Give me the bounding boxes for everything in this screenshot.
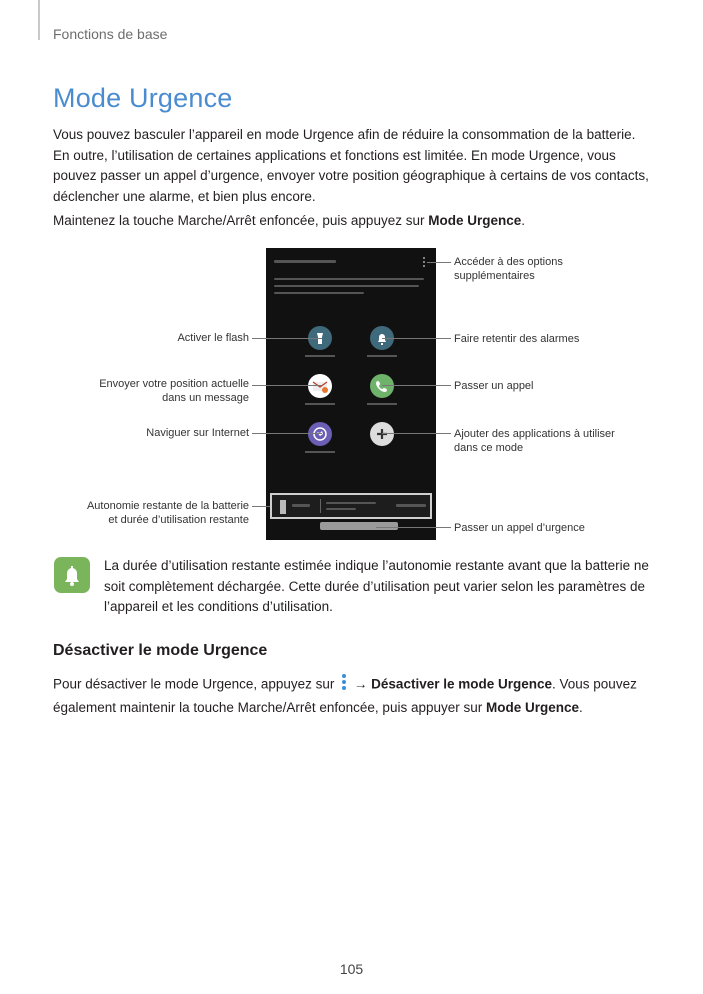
add-app-plus-icon[interactable] [370,422,394,446]
leader-call [382,385,451,386]
leader-add-apps [382,433,451,434]
leader-emergency-call [376,527,451,528]
remaining-time-placeholder-1 [326,502,376,504]
para2-part2: . Vous pouvez [552,676,637,692]
page-title: Mode Urgence [53,83,233,113]
battery-separator [320,499,321,513]
leader-more-options [427,262,451,263]
internet-app-label [305,451,335,453]
phone-app-label [367,403,397,405]
note-paragraph [104,556,654,618]
phone-screenshot [266,248,436,540]
leader-location [252,385,322,386]
callout-more-options-line1: Accéder à des options [454,256,563,268]
callout-emergency-call: Passer un appel d’urgence [454,522,585,534]
para2-part1: Pour désactiver le mode Urgence, appuyez sur [53,676,339,692]
intro-line-4: déclencher une alarme, et bien plus encore. [53,188,316,204]
instruction-text: Maintenez la touche Marche/Arrêt enfoncée, puis appuyez sur [53,213,429,228]
leader-flash [252,338,322,339]
callout-internet: Naviguer sur Internet [146,427,249,439]
page-number: 105 [339,961,364,977]
phone-app-icon[interactable] [370,374,394,398]
more-options-dots-icon[interactable] [423,257,426,267]
alarm-app-label [367,355,397,357]
location-app-label [305,403,335,405]
battery-percent-placeholder [292,504,310,507]
screen-text-placeholder-1 [274,278,424,280]
callout-add-apps-line1: Ajouter des applications à utiliser [454,428,615,440]
screen-text-placeholder-2 [274,285,419,287]
callout-alarm: Faire retentir des alarmes [454,333,580,345]
note-line-1: La durée d’utilisation restante estimée indique l’autonomie restante avant que la batterie ne [104,558,649,573]
para2-end: . [579,700,583,715]
section-header: Fonctions de base [53,26,168,42]
callout-more-options [454,255,563,283]
intro-line-2: En outre, l’utilisation de certaines applications et fonctions est limitée. En mode Urgence, vous [53,147,616,163]
intro-line-1: Vous pouvez basculer l’appareil en mode Urgence afin de réduire la consommation de la batterie. [53,127,636,142]
screen-text-placeholder-3 [274,292,364,294]
battery-status-bar [270,493,432,519]
flashlight-app-label [305,355,335,357]
callout-more-options-line2: supplémentaires [454,270,535,282]
location-message-app-icon[interactable] [308,374,332,398]
more-options-icon [341,673,347,697]
instruction-paragraph [53,211,653,231]
instruction-bold: Mode Urgence [428,213,522,228]
callout-flash: Activer le flash [177,332,249,344]
note-line-2: soit complètement déchargée. Cette durée d’utilisation peut varier selon les paramètres de [104,578,646,594]
callout-add-apps [454,427,615,455]
side-rule [38,0,40,40]
emergency-call-button[interactable] [320,522,398,530]
remaining-time-placeholder-2 [326,508,356,510]
intro-line-3: pouvez passer un appel d’urgence, envoyer votre position géographique à certains de vos contacts, [53,168,649,183]
callout-location-line2: dans un message [162,392,249,404]
subheading: Désactiver le mode Urgence [53,642,268,659]
para2-arrow: → [350,676,372,692]
battery-icon [278,500,288,514]
para2-part3: également maintenir la touche Marche/Arrêt enfoncée, puis appuyer sur [53,700,486,715]
leader-internet [252,433,322,434]
note-line-3: l’appareil et les conditions d’utilisation. [104,599,333,614]
callout-battery-line1: Autonomie restante de la batterie [86,500,249,512]
leader-battery [252,506,270,507]
bell-icon [54,557,90,593]
screen-title-placeholder [274,260,336,263]
intro-paragraph [53,125,653,207]
internet-app-icon[interactable] [308,422,332,446]
para2-bold1: Désactiver le mode Urgence [371,676,553,692]
callout-battery [50,499,249,527]
callout-call: Passer un appel [454,380,534,392]
instruction-end: . [521,213,526,228]
para2-bold2: Mode Urgence [486,700,580,715]
callout-location-line1: Envoyer votre position actuelle [99,378,249,390]
callout-location [60,377,249,405]
remaining-duration-placeholder [396,504,426,507]
leader-alarm [382,338,451,339]
callout-add-apps-line2: dans ce mode [454,442,524,454]
deactivate-paragraph [53,673,653,718]
callout-battery-line2: et durée d’utilisation restante [108,514,249,526]
